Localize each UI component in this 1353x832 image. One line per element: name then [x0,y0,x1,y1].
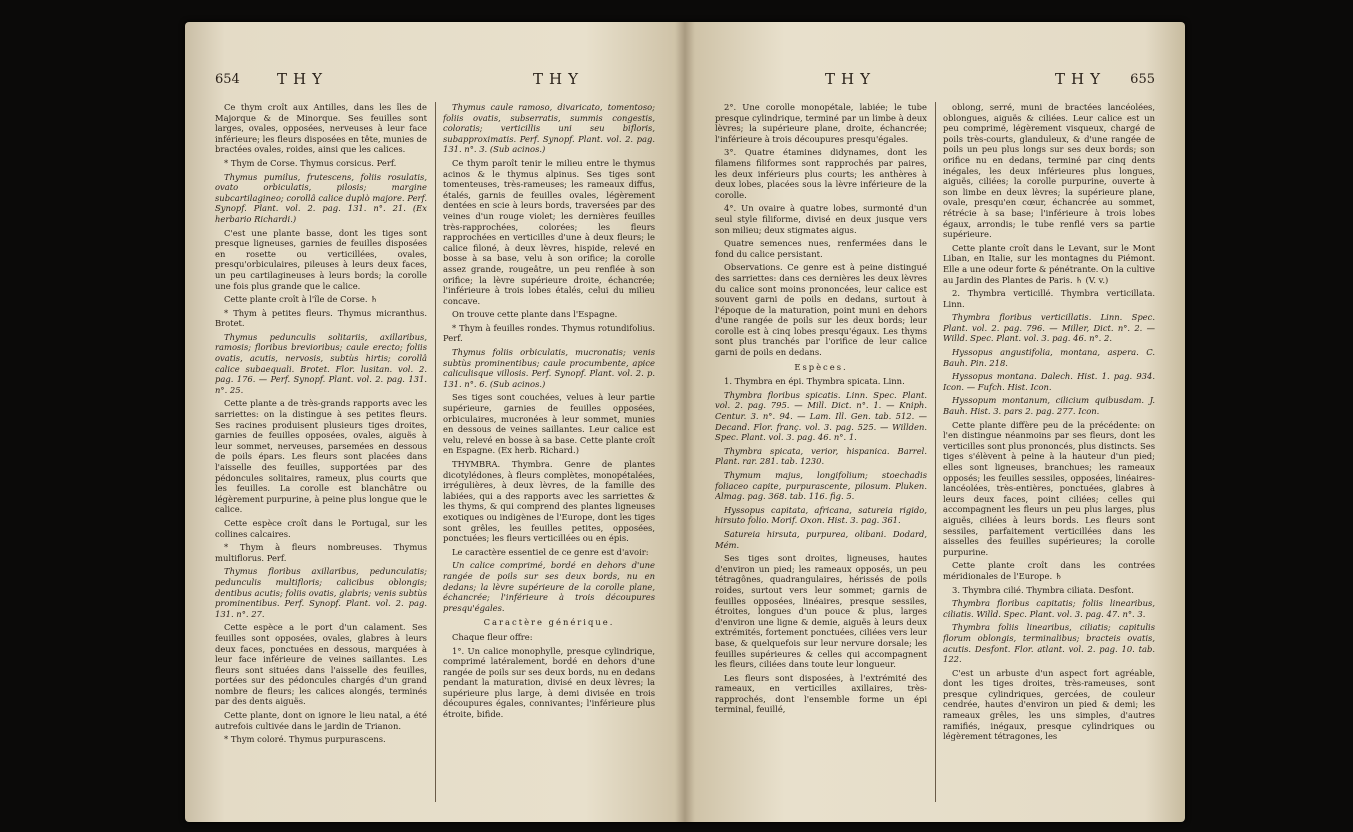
paragraph: Chaque fleur offre: [452,631,533,642]
latin-description: Thymus pedunculis solitariis, axillaribus, ramosis; floribus brevioribus; caule erecto; foliis ovatis, acutis, nervosis, subtùs hirtis; corollâ calice subaequali. Brotet. Flor. lusitan. vol. 2. pag. 176. — Perf. Synopf. Plant. vol. 2. pag. 131. n°. 25. [215,331,427,395]
genus-entry: THYMBRA. Thymbra. Genre de plantes dicotylédones, à fleurs complètes, monopétalées, irrégulières, à deux lèvres, de la famille des labiées, qui a des rapports avec les sarriettes & les thyms, & qui comprend des plantes ligneuses exotiques ou indigènes de l'Europe, dont les tiges sont grêles, les feuilles petites, opposées, ponctuées; les fleurs verticillées ou en épis. [443,459,655,544]
synonym: Thymum majus, longifolium; stoechadis foliaceo capite, purpurascente, pilosum. Pluken. Almag. pag. 368. tab. 116. fig. 5. [715,470,927,502]
paragraph: 3°. Quatre étamines didynames, dont les filamens filiformes sont rapprochés par paires, les deux inférieurs plus courts; les anthères à deux lobes, placées sous la lèvre inférieure de la corolle. [715,147,927,200]
paragraph: Cette espèce croît dans le Portugal, sur les collines calcaires. [215,517,427,539]
synonym: Thymbra foliis linearibus, ciliatis; capitulis florum oblongis, terminalibus; bracteis ovatis, acutis. Desfont. Flor. atlant. vol. 2. pag. 10. tab. 122. [943,622,1155,665]
paragraph: Cette plante croît à l'île de Corse. ♄ [224,294,378,305]
left-head-word-1: THY [277,70,328,88]
essential-character: Un calice comprimé, bordé en dehors d'une rangée de poils sur ses deux bords, nu en dedans; la lèvre supérieure de la corolle plane, échancrée; l'inférieure à trois découpures presqu'égales. [443,560,655,613]
right-page-number: 655 [1130,72,1155,87]
species-heading: * Thym coloré. Thymus purpurascens. [224,734,386,745]
synonym: Satureia hirsuta, purpurea, olibani. Dodard, Mém. [715,528,927,550]
latin-description: Thymbra floribus capitatis; foliis linearibus, ciliatis. Willd. Spec. Plant. vol. 3. pag. 47. n°. 3. [943,598,1155,619]
species-heading: 2. Thymbra verticillé. Thymbra verticillata. Linn. [943,288,1155,309]
right-column-1 [715,102,927,810]
paragraph: Ses tiges sont droites, ligneuses, hautes d'environ un pied; les rameaux opposés, un peu tétragônes, quadrangulaires, hérissés de poils roides, surtout vers leur sommet; garnis de feuilles opposées, linéaires, presque sessiles, étroites, longues d'un pouce & plus, larges d'environ une ligne & demie, aiguës à leurs deux extrémités, fortement ponctuées, ciliées vers leur base, & quelquefois sur leur nervure dorsale; les feuilles supérieures & celles qui accompagnent les fleurs, ciliées dans toute leur longueur. [715,553,927,670]
left-page-number: 654 [215,72,240,87]
species-heading: * Thym à fleurs nombreuses. Thymus multiflorus. Perf. [215,542,427,563]
paragraph: Cette plante, dont on ignore le lieu natal, a été autrefois cultivée dans le jardin de Trianon. [215,710,427,731]
left-column-rule [435,102,436,802]
right-head-word-1: THY [825,70,876,88]
paragraph: C'est un arbuste d'un aspect fort agréable, dont les tiges droites, très-rameuses, sont presque cylindriques, gercées, de couleur cendrée, hautes d'environ un pied & demi; les rameaux grêles, les uns simples, d'autres ramifiés, inégaux, presque cylindriques ou légèrement tétragones, les [943,667,1155,742]
paragraph: Cette espèce a le port d'un calament. Ses feuilles sont opposées, ovales, glabres à leurs deux faces, ponctuées en dessous, marquées à leur face inférieure de veines saillantes. Les fleurs sont situées dans l'aisselle des feuilles, portées sur des pédoncules chargés d'un grand nombre de fleurs; les calices alongés, terminés par des dents aiguës. [215,622,427,707]
left-running-head [215,70,655,92]
latin-description: Thymus foliis orbiculatis, mucronatis; venis subtùs prominentibus; caule procumbente, apice caliculisque villosis. Perf. Synopf. Plant. vol. 2. p. 131. n°. 6. (Sub acinos.) [443,347,655,389]
paragraph: Cette plante a de très-grands rapports avec les sarriettes: on la distingue à ses petites fleurs. Ses racines produisent plusieurs tiges droites, garnies de feuilles opposées, ovales, aiguës à leur sommet, nerveuses, parsemées en dessous de poils épars. Les fleurs sont placées dans l'aisselle des feuilles, supportées par des pédoncules solitaires, rameux, plus courts que les feuilles. La corolle est blanchâtre ou légèrement purpurine, à peine plus longue que le calice. [215,398,427,515]
paragraph: Cette plante croît dans les contrées méridionales de l'Europe. ♄ [943,560,1155,581]
section-heading: Espèces. [794,361,848,372]
synonym: Hyssopum montanum, cilicium quibusdam. J. Bauh. Hist. 3. pars 2. pag. 277. Icon. [943,395,1155,417]
latin-description: Thymus caule ramoso, divaricato, tomentoso; foliis ovatis, subserratis, summis congestis, coloratis; verticillis uni seu bifloris, subapproximatis. Perf. Synopf. Plant. vol. 2. pag. 131. n°. 3. (Sub acinos.) [443,102,655,155]
paragraph: oblong, serré, muni de bractées lancéolées, oblongues, aiguës & ciliées. Leur calice est un peu comprimé, légèrement visqueux, chargé de poils très-courts, glanduleux, & d'une rangée de poils un peu plus longs sur ses deux bords; son orifice nu en dedans, terminé par cinq dents inégales, les deux inférieures plus longues, aiguës, ciliées; la corolle purpurine, ouverte à son limbe en deux lèvres; la supérieure plane, ovale, presqu'en cœur, échancrée au sommet, rétrécie à sa base; l'inférieure à trois lobes égaux, arrondis; le tube renflé vers sa partie supérieure. [943,102,1155,240]
left-page [185,22,685,822]
left-column-2 [443,102,655,810]
species-heading: 1. Thymbra en épi. Thymbra spicata. Linn. [724,376,905,387]
paragraph: 2°. Une corolle monopétale, labiée; le tube presque cylindrique, terminé par un limbe à deux lèvres; la supérieure plane, droite, échancrée; l'inférieure à trois découpures presqu'égales. [715,102,927,144]
species-heading: * Thym à feuilles rondes. Thymus rotundifolius. Perf. [443,322,655,344]
paragraph: Ce thym croît aux Antilles, dans les îles de Majorque & de Minorque. Ses feuilles sont larges, ovales, opposées, nerveuses à leur face inférieure; les fleurs disposées en tête, munies de bractées ovales, roides, ainsi que les calices. [215,102,427,155]
paragraph: Cette plante diffère peu de la précédente: on l'en distingue néanmoins par ses fleurs, dont les verticilles sont plus prononcés, plus distincts. Ses tiges s'élèvent à peine à la hauteur d'un pied; elles sont ligneuses, branchues; les rameaux opposés; les feuilles sessiles, opposées, linéaires-lancéolées, très-entières, ponctuées, glabres à leurs deux faces, point ciliées; celles qui accompagnent les fleurs un peu plus larges, plus aiguës, ciliées à leurs bords. Les fleurs sont sessiles, parfaitement verticillées dans les aisselles des feuilles supérieures; la corolle purpurine. [943,419,1155,557]
species-heading: * Thym à petites fleurs. Thymus micranthus. Brotet. [215,307,427,329]
species-heading: * Thym de Corse. Thymus corsicus. Perf. [224,157,397,168]
right-page [685,22,1185,822]
latin-description: Thymus pumilus, frutescens, foliis rosulatis, ovato orbiculatis, pilosis; margine subcartilagineo; corollâ calice duplò majore. Perf. Synopf. Plant. vol. 2. pag. 131. n°. 21. (Ex herbario Richardi.) [215,171,427,224]
left-head-word-2: THY [533,70,584,88]
paragraph: 1°. Un calice monophylle, presque cylindrique, comprimé latéralement, bordé en dehors d'une rangée de poils sur ses deux bords, nu en dedans pendant la maturation, divisé en deux lèvres; la supérieure plus large, à demi divisée en trois découpures égales, connivantes; l'inférieure plus étroite, bifide. [443,645,655,720]
paragraph: 4°. Un ovaire à quatre lobes, surmonté d'un seul style filiforme, divisé en deux jusque vers son milieu; deux stigmates aigus. [715,203,927,235]
latin-description: Thymbra floribus verticillatis. Linn. Spec. Plant. vol. 2. pag. 796. — Miller, Dict. n°. 2. — Willd. Spec. Plant. vol. 3. pag. 46. n°. 2. [943,312,1155,344]
paragraph: C'est une plante basse, dont les tiges sont presque ligneuses, garnies de feuilles disposées en rosette ou verticillées, ovales, presqu'orbiculaires, pileuses à leurs deux faces, un peu cartilagineuses à leurs bords; la corolle une fois plus grande que le calice. [215,227,427,291]
synonym: Hyssopus angustifolia, montana, aspera. C. Bauh. Pin. 218. [943,347,1155,368]
species-heading: 3. Thymbra cilié. Thymbra ciliata. Desfont. [952,584,1134,595]
latin-description: Thymbra floribus spicatis. Linn. Spec. Plant. vol. 2. pag. 795. — Mill. Dict. n°. 1. — Kniph. Centur. 3. n°. 94. — Lam. Ill. Gen. tab. 512. — Decand. Flor. franç. vol. 3. pag. 525. — Willden. Spec. Plant. vol. 3. pag. 46. n°. 1. [715,389,927,443]
synonym: Hyssopus montana. Dalech. Hist. 1. pag. 934. Icon. — Fufch. Hist. Icon. [943,371,1155,392]
right-column-rule [935,102,936,802]
paragraph: Ses tiges sont couchées, velues à leur partie supérieure, garnies de feuilles opposées, orbiculaires, mucronées à leur sommet, munies en dessous de veines saillantes. Leur calice est velu, relevé en bosse à sa base. Cette plante croît en Espagne. (Ex herb. Richard.) [443,392,655,456]
paragraph: Les fleurs sont disposées, à l'extrémité des rameaux, en verticilles axillaires, très-rapprochés, dont l'ensemble forme un épi terminal, feuillé, [715,672,927,715]
left-column-1 [215,102,427,810]
synonym: Hyssopus capitata, africana, satureia rigido, hirsuto folio. Morif. Oxon. Hist. 3. pag. 361. [715,504,927,526]
synonym: Thymbra spicata, verior, hispanica. Barrel. Plant. rar. 281. tab. 1230. [715,445,927,467]
right-running-head [715,70,1155,92]
paragraph: Le caractère essentiel de ce genre est d'avoir: [452,546,649,557]
latin-description: Thymus floribus axillaribus, pedunculatis; pedunculis multifloris; calicibus oblongis; dentibus acutis; foliis ovatis, glabris; venis subtùs prominentibus. Perf. Synopf. Plant. vol. 2. pag. 131. n°. 27. [215,566,427,619]
right-head-word-2: THY [1055,70,1106,88]
paragraph: Ce thym paroît tenir le milieu entre le thymus acinos & le thymus alpinus. Ses tiges sont tomenteuses, très-rameuses; les rameaux diffus, étalés, garnis de feuilles ovales, légèrement dentées en scie à leurs bords, traversées par des veines d'un rouge violet; les dernières feuilles très-rapprochées, colorées; les fleurs rapprochées en verticilles d'une à deux fleurs; le calice filoné, à deux lèvres, hispide, relevé en bosse à sa base, velu à son orifice; la corolle assez grande, rougeâtre, un peu renflée à son orifice; la lèvre supérieure droite, échancrée; l'inférieure à trois lobes étalés, celui du milieu concave. [443,157,655,306]
paragraph: On trouve cette plante dans l'Espagne. [452,309,618,320]
paragraph: Cette plante croît dans le Levant, sur le Mont Liban, en Italie, sur les montagnes du Piémont. Elle a une odeur forte & pénétrante. On la cultive au Jardin des Plantes de Paris. ♄ (V. v.) [943,242,1155,285]
paragraph: Observations. Ce genre est à peine distingué des sarriettes: dans ces dernières les deux lèvres du calice sont moins prononcées, leur calice est souvent garni de poils en dedans, surtout à l'époque de la maturation, point muni en dehors d'une rangée de poils sur les deux bords; leur corolle est à cinq lobes presqu'égaux. Les thyms sont plus tranchés par l'orifice de leur calice garni de poils en dedans. [715,262,927,358]
book-spread [185,22,1185,822]
section-heading: Caractère générique. [483,617,615,628]
right-column-2 [943,102,1155,810]
paragraph: Quatre semences nues, renfermées dans le fond du calice persistant. [715,238,927,259]
